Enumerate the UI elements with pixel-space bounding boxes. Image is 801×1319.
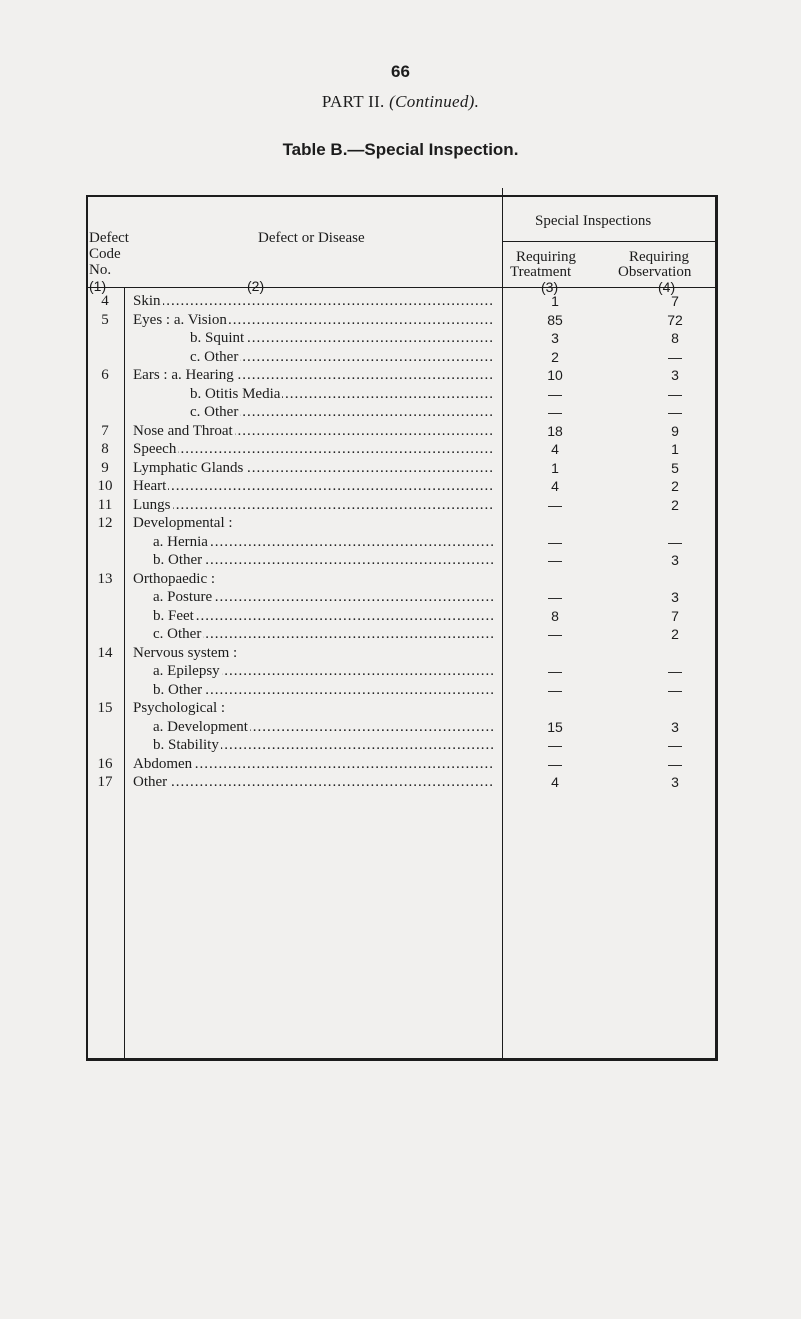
header-observation-observation: Observation: [618, 264, 692, 280]
requiring-treatment-value: 18: [547, 422, 563, 439]
requiring-treatment-value: —: [548, 681, 562, 698]
requiring-observation-value: 3: [671, 589, 679, 605]
requiring-observation-value: —: [668, 663, 682, 679]
table-row: [0, 570, 801, 588]
header-treatment-requiring: Requiring: [516, 249, 576, 265]
defect-description-text: Nervous system :: [133, 644, 238, 661]
defect-description-text: a. Hernia: [153, 533, 208, 550]
table-row: [0, 477, 801, 495]
requiring-observation-value: 3: [671, 774, 679, 790]
requiring-observation-value: —: [668, 737, 682, 753]
defect-code: 8: [101, 441, 109, 457]
header-code-num: (1): [89, 278, 107, 294]
defect-description-text: Speech: [133, 441, 177, 457]
defect-description: [190, 403, 493, 421]
part-heading: [0, 92, 801, 112]
defect-description-text: c. Other: [190, 348, 239, 365]
defect-description-text: c. Other: [190, 404, 239, 420]
defect-description-text: b. Otitis Media: [190, 385, 281, 402]
requiring-treatment-value: —: [548, 385, 562, 402]
defect-description: [153, 718, 493, 736]
defect-description-text: b. Stability: [153, 737, 219, 753]
defect-description-text: Other: [133, 774, 168, 790]
requiring-observation-value: 2: [671, 496, 679, 513]
defect-description-text: a. Epilepsy: [153, 663, 220, 679]
requiring-observation-value: 7: [671, 293, 679, 309]
defect-description-text: b. Squint: [190, 330, 245, 346]
defect-code: 11: [97, 496, 113, 513]
defect-description: [133, 496, 493, 514]
requiring-treatment-value: 10: [547, 367, 563, 383]
requiring-treatment-value: 2: [551, 348, 559, 365]
defect-description: [133, 644, 493, 662]
defect-description-text: Psychological :: [133, 700, 226, 716]
requiring-treatment-value: 1: [551, 459, 559, 476]
defect-description: [133, 773, 493, 791]
table-row: [0, 644, 801, 662]
requiring-observation-value: —: [668, 348, 682, 365]
requiring-observation-value: 9: [671, 422, 679, 439]
defect-description: [153, 533, 493, 551]
defect-description-text: Lungs: [133, 496, 171, 513]
defect-code: 5: [101, 311, 109, 328]
requiring-observation-value: 1: [671, 441, 679, 457]
table-row: [0, 533, 801, 551]
defect-description-text: Developmental :: [133, 515, 233, 531]
requiring-treatment-value: 4: [551, 441, 559, 457]
requiring-observation-value: 3: [671, 718, 679, 735]
defect-description-text: Ears : a. Hearing: [133, 367, 234, 383]
table-row: [0, 551, 801, 569]
defect-description: [133, 440, 493, 458]
header-code-code: Code: [89, 246, 121, 262]
table-row: [0, 366, 801, 384]
table-row: [0, 385, 801, 403]
requiring-treatment-value: —: [548, 663, 562, 679]
defect-code: 13: [97, 570, 113, 587]
defect-description-text: a. Posture: [153, 589, 213, 605]
part-continued: (Continued).: [389, 92, 480, 111]
requiring-treatment-value: —: [548, 755, 562, 772]
defect-description-text: c. Other: [153, 626, 202, 642]
requiring-observation-value: —: [668, 681, 682, 698]
defect-description-text: Eyes : a. Vision: [133, 311, 227, 328]
header-disease-num: (2): [247, 278, 265, 294]
defect-description: [133, 366, 493, 384]
defect-description: [153, 681, 493, 699]
requiring-treatment-value: 3: [551, 330, 559, 346]
defect-description: [133, 311, 493, 329]
defect-description: [133, 477, 493, 495]
requiring-treatment-value: 4: [551, 478, 559, 494]
requiring-observation-value: —: [668, 755, 682, 772]
header-observation-num: (4): [658, 279, 676, 295]
requiring-treatment-value: 85: [547, 311, 563, 328]
header-special-inspections: Special Inspections: [535, 213, 652, 229]
defect-description: [133, 570, 493, 588]
defect-description-text: Nose and Throat: [133, 422, 233, 439]
defect-description: [133, 755, 493, 773]
table-title: Table B.—Special Inspection.: [282, 140, 519, 159]
defect-description-text: b. Other: [153, 552, 203, 568]
table-row: [0, 681, 801, 699]
requiring-treatment-value: 4: [551, 774, 559, 790]
table-row: [0, 496, 801, 514]
requiring-observation-value: 72: [667, 311, 683, 328]
defect-description: [133, 699, 493, 717]
defect-description-text: b. Feet: [153, 607, 194, 624]
requiring-observation-value: —: [668, 533, 682, 550]
requiring-observation-value: —: [668, 404, 682, 420]
defect-description: [133, 514, 493, 532]
page-number: 66: [391, 62, 410, 81]
requiring-treatment-value: —: [548, 404, 562, 420]
requiring-observation-value: 3: [671, 367, 679, 383]
part-heading-label: PART II.: [321, 92, 385, 111]
table-row: [0, 292, 801, 310]
requiring-treatment-value: —: [548, 496, 562, 513]
table-row: [0, 699, 801, 717]
defect-description-text: Skin: [133, 293, 161, 309]
defect-code: 10: [97, 478, 113, 494]
defect-code: 15: [97, 700, 113, 716]
defect-code: 7: [101, 422, 109, 439]
requiring-treatment-value: —: [548, 589, 562, 605]
header-code-no: No.: [89, 262, 112, 278]
defect-description: [190, 329, 493, 347]
defect-code: 14: [97, 644, 113, 661]
table-row: [0, 422, 801, 440]
defect-description-text: Orthopaedic :: [133, 570, 216, 587]
defect-description: [153, 662, 493, 680]
defect-description: [190, 385, 493, 403]
header-treatment-num: (3): [541, 279, 559, 295]
requiring-observation-value: 5: [671, 459, 679, 476]
defect-description: [133, 292, 493, 310]
defect-description: [153, 588, 493, 606]
table-row: [0, 773, 801, 791]
table-row: [0, 311, 801, 329]
table-row: [0, 514, 801, 532]
defect-code: 17: [97, 774, 113, 790]
table-row: [0, 755, 801, 773]
defect-description: [133, 422, 493, 440]
requiring-observation-value: 3: [671, 552, 679, 568]
defect-description-text: Lymphatic Glands: [133, 459, 244, 476]
table-row: [0, 459, 801, 477]
rule-group-underline: [502, 241, 718, 242]
table-row: [0, 607, 801, 625]
table-row: [0, 718, 801, 736]
table-row: [0, 348, 801, 366]
requiring-treatment-value: —: [548, 552, 562, 568]
table-row: [0, 736, 801, 754]
table-row: [0, 403, 801, 421]
defect-code: 4: [101, 293, 109, 309]
defect-description: [153, 551, 493, 569]
requiring-treatment-value: —: [548, 737, 562, 753]
table-row: [0, 440, 801, 458]
requiring-observation-value: —: [668, 385, 682, 402]
requiring-observation-value: 7: [671, 607, 679, 624]
requiring-treatment-value: —: [548, 626, 562, 642]
header-treatment-treatment: Treatment: [510, 264, 572, 280]
defect-description: [153, 736, 493, 754]
defect-description-text: a. Development: [153, 718, 248, 735]
defect-code: 12: [97, 515, 113, 531]
defect-description-text: Abdomen: [133, 755, 193, 772]
requiring-treatment-value: 1: [551, 293, 559, 309]
rule-header-bottom: [86, 287, 718, 288]
header-observation-requiring: Requiring: [629, 249, 689, 265]
defect-description: [153, 607, 493, 625]
header-code-defect: Defect: [89, 230, 129, 246]
requiring-treatment-value: 15: [547, 718, 563, 735]
defect-code: 16: [97, 755, 113, 772]
header-disease: Defect or Disease: [258, 230, 365, 246]
defect-description: [190, 348, 493, 366]
table-row: [0, 329, 801, 347]
requiring-observation-value: 2: [671, 626, 679, 642]
requiring-observation-value: 2: [671, 478, 679, 494]
requiring-observation-value: 8: [671, 330, 679, 346]
requiring-treatment-value: 8: [551, 607, 559, 624]
table-row: [0, 588, 801, 606]
defect-description-text: b. Other: [153, 681, 203, 698]
table-row: [0, 662, 801, 680]
table-row: [0, 625, 801, 643]
defect-description: [153, 625, 493, 643]
requiring-treatment-value: —: [548, 533, 562, 550]
defect-code: 9: [101, 459, 109, 476]
defect-code: 6: [101, 367, 109, 383]
defect-description-text: Heart: [133, 478, 167, 494]
defect-description: [133, 459, 493, 477]
